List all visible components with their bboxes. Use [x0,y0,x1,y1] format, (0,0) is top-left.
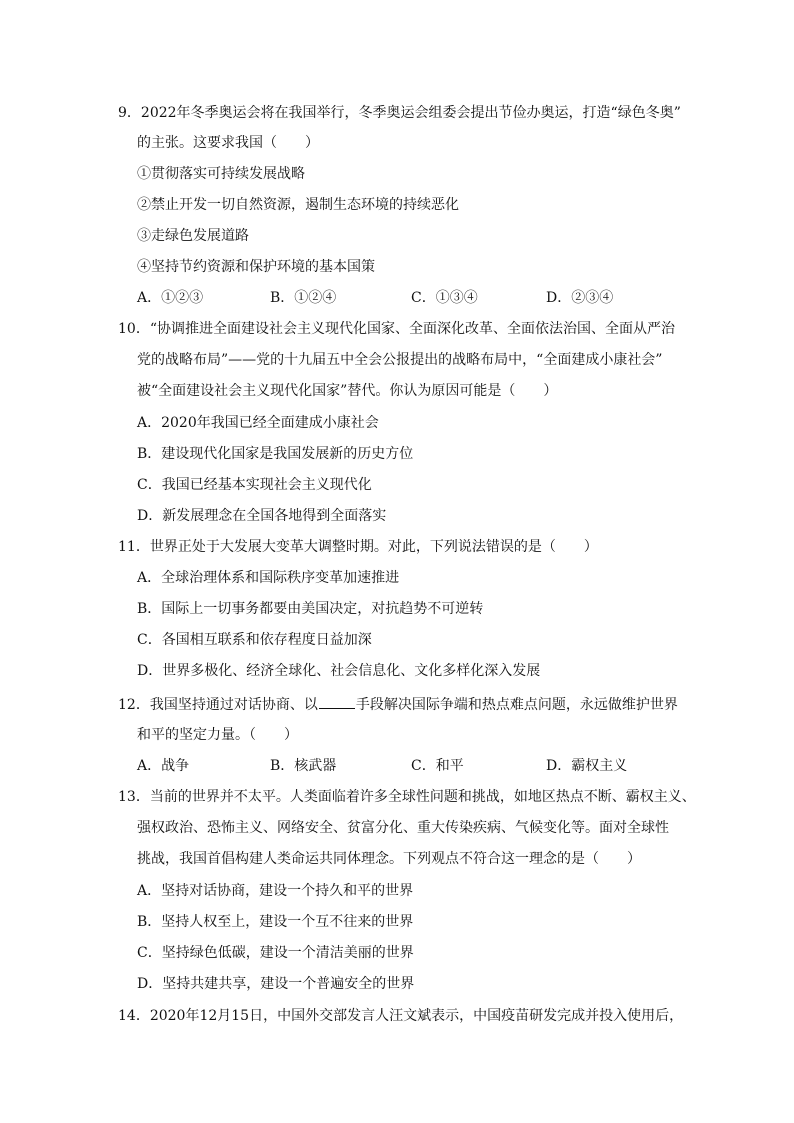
question-12-option-c: C．和平 [411,758,464,774]
question-10-option-a: A．2020年我国已经全面建成小康社会 [137,415,379,431]
question-9-statement-4: ④坚持节约资源和保护环境的基本国策 [137,259,375,275]
question-9-option-b: B．①②④ [270,290,337,306]
question-10-stem-line-3: 被“全面建设社会主义现代化国家”替代。你认为原因可能是（ ） [137,383,558,399]
question-9-stem-line-2: 的主张。这要求我国（ ） [137,135,319,151]
question-12-stem-line-2: 和平的坚定力量。（ ） [137,727,298,743]
question-9-option-c: C．①③④ [411,290,478,306]
question-11-option-d: D．世界多极化、经济全球化、社会信息化、文化多样化深入发展 [137,663,541,679]
question-11-option-c: C．各国相互联系和依存程度日益加深 [137,632,372,648]
question-10-option-d: D．新发展理念在全国各地得到全面落实 [137,508,387,524]
question-13-option-c: C．坚持绿色低碳，建设一个清洁美丽的世界 [137,945,414,961]
question-9-options [137,288,697,308]
question-12-option-b: B．核武器 [270,758,337,774]
question-12-stem-after-blank: 手段解决国际争端和热点难点问题，永远做维护世界 [355,697,678,713]
question-12-option-a: A．战争 [137,758,190,774]
question-9-statement-3: ③走绿色发展道路 [137,228,249,244]
question-10-stem-line-1: 10．“协调推进全面建设社会主义现代化国家、全面深化改革、全面依法治国、全面从严治 [118,321,675,337]
question-9-stem-line-1: 9．2022年冬季奥运会将在我国举行，冬季奥运会组委会提出节俭办奥运，打造“绿色冬奥” [118,105,681,121]
question-12-stem-line-1 [118,694,698,715]
question-13-option-b: B．坚持人权至上，建设一个互不往来的世界 [137,914,414,930]
question-11-option-a: A．全球治理体系和国际秩序变革加速推进 [137,570,400,586]
question-9-option-a: A．①②③ [137,290,204,306]
question-11-option-b: B．国际上一切事务都要由美国决定，对抗趋势不可逆转 [137,601,484,617]
question-13-stem-line-3: 挑战，我国首倡构建人类命运共同体理念。下列观点不符合这一理念的是（ ） [137,851,641,867]
question-14-stem-line-1: 14．2020年12月15日，中国外交部发言人汪文斌表示，中国疫苗研发完成并投入使用后， [118,1008,684,1024]
question-12-stem-before-blank: 12．我国坚持通过对话协商、以 [118,697,318,713]
question-13-option-d: D．坚持共建共享，建设一个普遍安全的世界 [137,976,415,992]
question-13-option-a: A．坚持对话协商，建设一个持久和平的世界 [137,883,414,899]
question-12-option-d: D．霸权主义 [546,758,628,774]
question-11-stem-line-1: 11．世界正处于大发展大变革大调整时期。对此，下列说法错误的是（ ） [118,539,598,555]
question-9-option-d: D．②③④ [546,290,614,306]
question-9-statement-2: ②禁止开发一切自然资源，遏制生态环境的持续恶化 [137,197,459,213]
question-10-stem-line-2: 党的战略布局”——党的十九届五中全会公报提出的战略布局中，“全面建成小康社会” [137,352,663,368]
answer-blank [319,694,355,709]
question-12-options [137,756,697,776]
question-13-stem-line-2: 强权政治、恐怖主义、网络安全、贫富分化、重大传染疾病、气候变化等。面对全球性 [137,820,669,836]
question-10-option-b: B．建设现代化国家是我国发展新的历史方位 [137,446,414,462]
question-9-statement-1: ①贯彻落实可持续发展战略 [137,166,305,182]
question-10-option-c: C．我国已经基本实现社会主义现代化 [137,477,372,493]
question-13-stem-line-1: 13．当前的世界并不太平。人类面临着许多全球性问题和挑战，如地区热点不断、霸权主义、 [118,789,696,805]
